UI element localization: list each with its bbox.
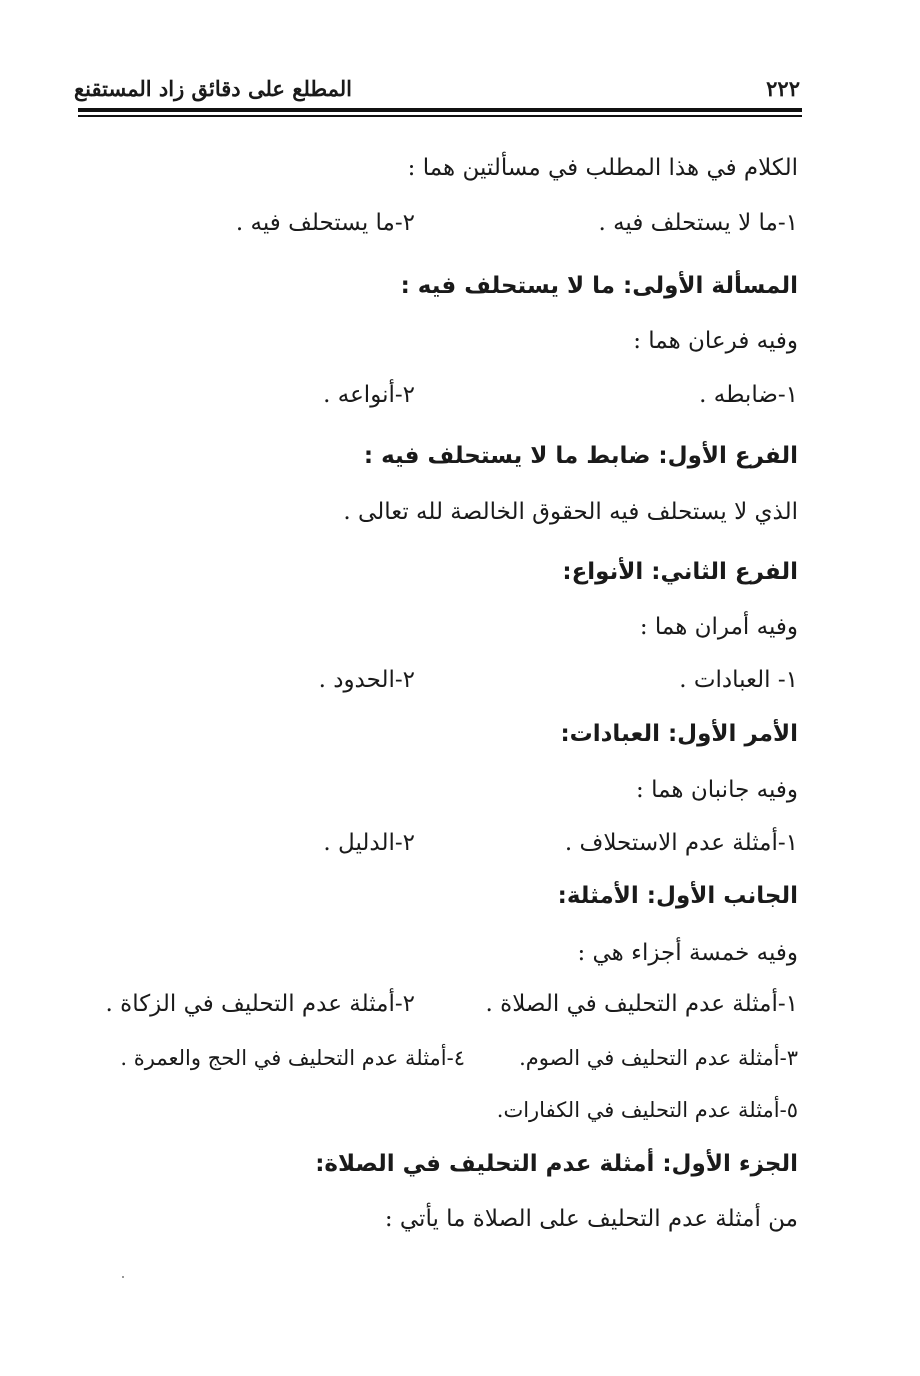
header-rule-thin bbox=[78, 115, 802, 117]
branches-item-2: ٢-أنواعه . bbox=[323, 382, 415, 408]
page-header bbox=[73, 72, 802, 112]
aspects-intro: وفيه جانبان هما : bbox=[636, 777, 798, 803]
heading-aspect-1: الجانب الأول: الأمثلة: bbox=[557, 883, 798, 909]
issues-item-2: ٢-ما يستحلف فيه . bbox=[235, 210, 415, 236]
header-rule-thick bbox=[78, 108, 802, 112]
parts-item-5: ٥-أمثلة عدم التحليف في الكفارات. bbox=[496, 1098, 798, 1122]
heading-branch-1: الفرع الأول: ضابط ما لا يستحلف فيه : bbox=[363, 443, 798, 469]
scan-speck bbox=[122, 1276, 124, 1278]
branches-item-1: ١-ضابطه . bbox=[699, 382, 798, 408]
heading-issue-1: المسألة الأولى: ما لا يستحلف فيه : bbox=[400, 273, 798, 299]
issues-item-1: ١-ما لا يستحلف فيه . bbox=[598, 210, 798, 236]
aspects-item-1: ١-أمثلة عدم الاستحلاف . bbox=[564, 830, 798, 856]
branch1-text: الذي لا يستحلف فيه الحقوق الخالصة لله تعالى . bbox=[343, 499, 798, 525]
branches-intro: وفيه فرعان هما : bbox=[633, 328, 798, 354]
parts-item-4: ٤-أمثلة عدم التحليف في الحج والعمرة . bbox=[120, 1046, 465, 1070]
matters-item-1: ١- العبادات . bbox=[679, 667, 798, 693]
running-title: المطلع على دقائق زاد المستقنع bbox=[73, 76, 352, 101]
parts-item-2: ٢-أمثلة عدم التحليف في الزكاة . bbox=[105, 991, 415, 1017]
aspects-item-2: ٢-الدليل . bbox=[323, 830, 415, 856]
heading-branch-2: الفرع الثاني: الأنواع: bbox=[562, 559, 798, 585]
heading-matter-1: الأمر الأول: العبادات: bbox=[560, 721, 798, 747]
part1-text: من أمثلة عدم التحليف على الصلاة ما يأتي : bbox=[384, 1206, 798, 1232]
page-number: ٢٢٢ bbox=[766, 76, 800, 101]
matters-intro: وفيه أمران هما : bbox=[639, 614, 798, 640]
parts-intro: وفيه خمسة أجزاء هي : bbox=[577, 940, 798, 966]
parts-item-3: ٣-أمثلة عدم التحليف في الصوم. bbox=[519, 1046, 798, 1070]
heading-part-1: الجزء الأول: أمثلة عدم التحليف في الصلاة: bbox=[315, 1151, 798, 1177]
intro-line: الكلام في هذا المطلب في مسألتين هما : bbox=[407, 155, 798, 181]
parts-item-1: ١-أمثلة عدم التحليف في الصلاة . bbox=[485, 991, 798, 1017]
matters-item-2: ٢-الحدود . bbox=[318, 667, 415, 693]
